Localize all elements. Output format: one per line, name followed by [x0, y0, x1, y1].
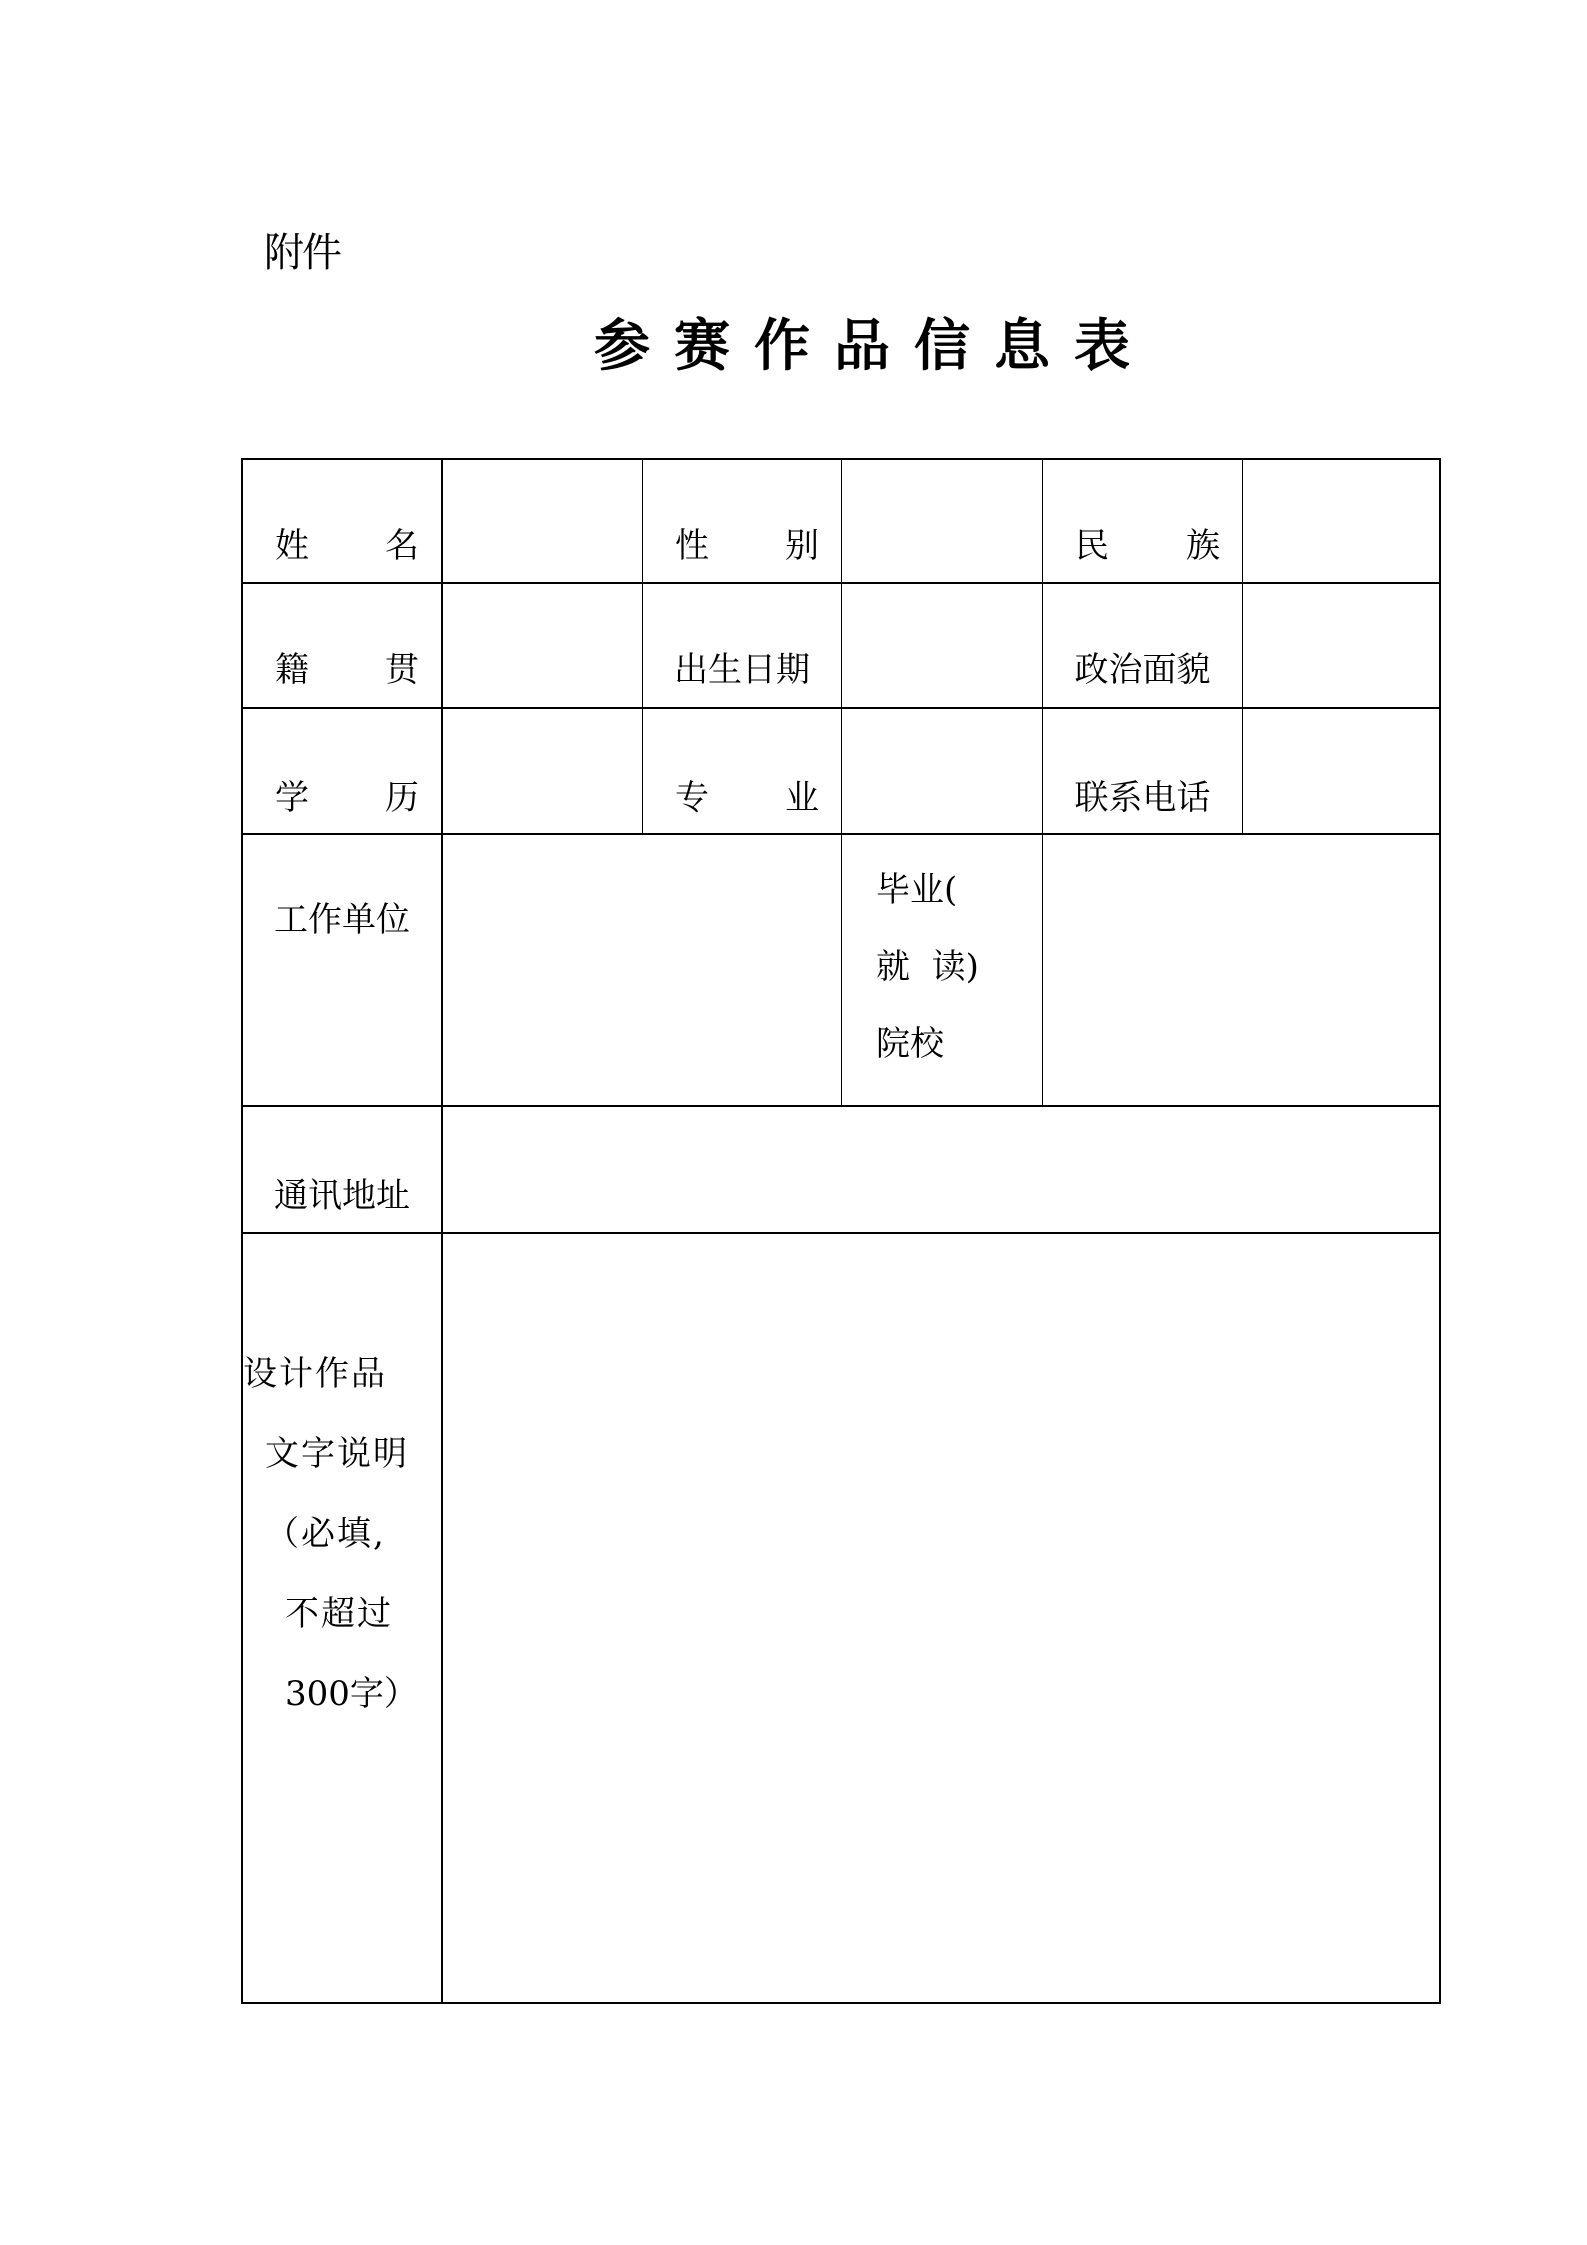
political-status-field[interactable] [1244, 584, 1439, 707]
table-border-right [1439, 458, 1441, 2004]
annex-label: 附件 [264, 230, 340, 276]
school-field[interactable] [1043, 835, 1439, 1105]
column-divider [841, 458, 842, 1106]
ethnicity-label: 民 族 [1075, 525, 1220, 566]
native-place-label: 籍 贯 [275, 649, 419, 690]
description-field[interactable] [443, 1234, 1439, 2002]
phone-label: 联系电话 [1074, 777, 1211, 818]
education-label: 学 历 [275, 777, 419, 818]
work-unit-label: 工作单位 [274, 899, 410, 940]
political-status-label: 政治面貌 [1074, 649, 1211, 690]
native-place-field[interactable] [443, 584, 641, 707]
address-label: 通讯地址 [274, 1175, 410, 1216]
description-label: 设计作品 文字说明 （必填, 不超过 300字） [243, 1354, 418, 1714]
birth-date-label: 出生日期 [674, 649, 810, 690]
major-field[interactable] [843, 709, 1041, 833]
school-label: 毕业( 就 读) 院校 [876, 870, 979, 1064]
name-field[interactable] [443, 460, 641, 582]
gender-field[interactable] [843, 460, 1041, 582]
ethnicity-field[interactable] [1244, 460, 1439, 582]
name-label: 姓 名 [275, 525, 419, 566]
column-divider [1242, 458, 1243, 834]
page-title: 参赛作品信息表 [594, 314, 1154, 379]
phone-field[interactable] [1244, 709, 1439, 833]
gender-label: 性 别 [675, 525, 819, 566]
major-label: 专 业 [675, 777, 819, 818]
address-field[interactable] [443, 1107, 1439, 1232]
birth-date-field[interactable] [843, 584, 1041, 707]
table-border-bottom [241, 2002, 1441, 2004]
education-field[interactable] [443, 709, 641, 833]
work-unit-field[interactable] [443, 835, 841, 1105]
